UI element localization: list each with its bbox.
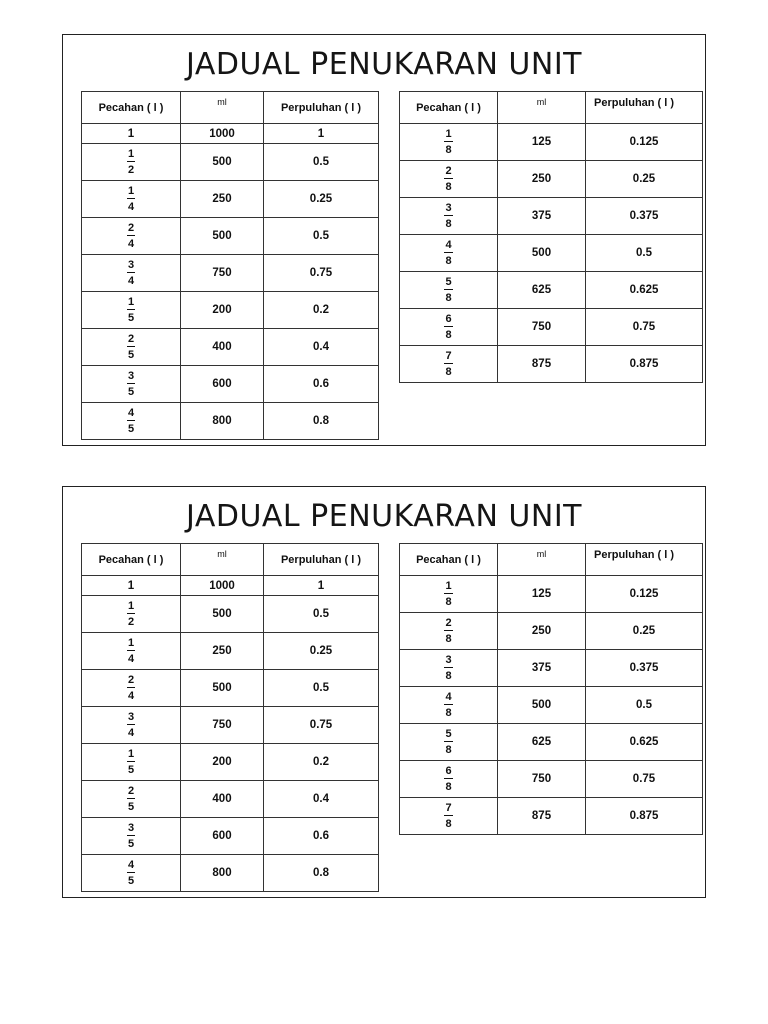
- numerator: 4: [445, 238, 452, 251]
- fraction: [127, 674, 135, 703]
- decimal-cell: 0.75: [586, 761, 703, 798]
- decimal-cell: 1: [264, 576, 379, 596]
- numerator: 3: [445, 653, 452, 666]
- ml-cell: 500: [181, 670, 264, 707]
- fraction-cell: [400, 161, 498, 198]
- decimal-cell: 0.25: [586, 161, 703, 198]
- fraction: [127, 407, 135, 436]
- fraction: [127, 748, 135, 777]
- numerator: 2: [445, 616, 452, 629]
- fraction: [444, 765, 452, 794]
- fraction: [127, 222, 135, 251]
- ml-cell: 625: [498, 724, 586, 761]
- decimal-cell: 0.5: [264, 670, 379, 707]
- header-ml: ml: [181, 544, 264, 576]
- fraction-cell: [400, 798, 498, 835]
- table-row: [400, 161, 703, 198]
- decimal-cell: 0.8: [264, 403, 379, 440]
- denominator: 5: [127, 800, 135, 813]
- ml-cell: 600: [181, 366, 264, 403]
- denominator: 8: [445, 291, 452, 304]
- numerator: 1: [445, 579, 452, 592]
- numerator: 2: [127, 673, 135, 686]
- denominator: 8: [445, 365, 452, 378]
- fraction-cell: [400, 650, 498, 687]
- fraction-cell: [400, 124, 498, 161]
- fraction-cell: [82, 366, 181, 403]
- header-fraction: Pecahan ( l ): [82, 544, 181, 576]
- table-row: [82, 144, 379, 181]
- right-conversion-table: [399, 543, 703, 835]
- card-title: JADUAL PENUKARAN UNIT: [186, 499, 582, 534]
- decimal-cell: 0.2: [264, 292, 379, 329]
- denominator: 8: [445, 217, 452, 230]
- ml-cell: 600: [181, 818, 264, 855]
- fraction-cell: [400, 613, 498, 650]
- fraction: [444, 617, 452, 646]
- table-row: [400, 576, 703, 613]
- decimal-cell: 0.4: [264, 781, 379, 818]
- table-row: [82, 744, 379, 781]
- denominator: 2: [127, 163, 135, 176]
- header-decimal: Perpuluhan ( l ): [586, 92, 703, 124]
- numerator: 2: [445, 164, 452, 177]
- fraction-cell: [82, 670, 181, 707]
- decimal-cell: 0.4: [264, 329, 379, 366]
- decimal-cell: 0.875: [586, 346, 703, 383]
- denominator: 5: [127, 837, 135, 850]
- ml-cell: 500: [181, 218, 264, 255]
- fraction-cell: [400, 687, 498, 724]
- table-row: [82, 366, 379, 403]
- table-row: [400, 687, 703, 724]
- header-ml: ml: [498, 92, 586, 124]
- numerator: 1: [127, 147, 135, 160]
- numerator: 1: [127, 747, 135, 760]
- denominator: 8: [445, 632, 452, 645]
- numerator: 3: [127, 710, 135, 723]
- right-conversion-table: [399, 91, 703, 383]
- table-row: [400, 124, 703, 161]
- fraction: [444, 202, 452, 231]
- denominator: 8: [445, 328, 452, 341]
- numerator: 3: [127, 258, 135, 271]
- table-row: [400, 613, 703, 650]
- fraction-cell: 1: [82, 124, 181, 144]
- numerator: 4: [127, 406, 135, 419]
- fraction: [127, 370, 135, 399]
- table-row: [82, 670, 379, 707]
- decimal-cell: 0.6: [264, 366, 379, 403]
- decimal-cell: 0.625: [586, 272, 703, 309]
- fraction-cell: [82, 855, 181, 892]
- ml-cell: 875: [498, 346, 586, 383]
- fraction-cell: [82, 181, 181, 218]
- denominator: 8: [445, 254, 452, 267]
- fraction: [127, 822, 135, 851]
- ml-cell: 500: [181, 596, 264, 633]
- ml-cell: 400: [181, 781, 264, 818]
- denominator: 4: [127, 200, 135, 213]
- denominator: 8: [445, 706, 452, 719]
- table-row: [82, 329, 379, 366]
- denominator: 4: [127, 726, 135, 739]
- fraction: [444, 691, 452, 720]
- header-decimal: Perpuluhan ( l ): [264, 92, 379, 124]
- numerator: 1: [127, 184, 135, 197]
- denominator: 5: [127, 385, 135, 398]
- fraction: [127, 296, 135, 325]
- denominator: 8: [445, 669, 452, 682]
- decimal-cell: 0.75: [586, 309, 703, 346]
- fraction-cell: [82, 596, 181, 633]
- table-row: [82, 181, 379, 218]
- fraction-cell: [82, 818, 181, 855]
- table-row: [400, 198, 703, 235]
- table-row: [82, 124, 379, 144]
- fraction-cell: [400, 198, 498, 235]
- ml-cell: 875: [498, 798, 586, 835]
- decimal-cell: 0.75: [264, 707, 379, 744]
- numerator: 2: [127, 332, 135, 345]
- fraction-cell: 1: [82, 576, 181, 596]
- decimal-cell: 0.125: [586, 124, 703, 161]
- numerator: 1: [127, 295, 135, 308]
- decimal-cell: 0.25: [586, 613, 703, 650]
- decimal-cell: 0.6: [264, 818, 379, 855]
- fraction: [127, 785, 135, 814]
- fraction-cell: [82, 781, 181, 818]
- fraction: [127, 185, 135, 214]
- numerator: 4: [445, 690, 452, 703]
- fraction-cell: [82, 707, 181, 744]
- decimal-cell: 0.2: [264, 744, 379, 781]
- fraction-cell: [82, 144, 181, 181]
- ml-cell: 125: [498, 576, 586, 613]
- fraction: [127, 148, 135, 177]
- ml-cell: 200: [181, 292, 264, 329]
- numerator: 5: [445, 727, 452, 740]
- ml-cell: 500: [181, 144, 264, 181]
- table-row: [82, 218, 379, 255]
- ml-cell: 125: [498, 124, 586, 161]
- denominator: 5: [127, 311, 135, 324]
- table-row: [82, 707, 379, 744]
- fraction: [444, 165, 452, 194]
- table-row: [82, 292, 379, 329]
- fraction-cell: [82, 292, 181, 329]
- ml-cell: 500: [498, 235, 586, 272]
- table-header-row: [400, 92, 703, 124]
- denominator: 2: [127, 615, 135, 628]
- denominator: 4: [127, 237, 135, 250]
- denominator: 4: [127, 274, 135, 287]
- header-ml: ml: [498, 544, 586, 576]
- numerator: 2: [127, 221, 135, 234]
- table-row: [400, 761, 703, 798]
- left-conversion-table: [81, 543, 379, 892]
- table-row: [400, 309, 703, 346]
- fraction-cell: [82, 255, 181, 292]
- table-row: [82, 403, 379, 440]
- fraction-cell: [400, 576, 498, 613]
- fraction: [127, 600, 135, 629]
- header-fraction: Pecahan ( l ): [400, 544, 498, 576]
- table-row: [82, 781, 379, 818]
- fraction: [444, 350, 452, 379]
- fraction: [444, 239, 452, 268]
- denominator: 8: [445, 817, 452, 830]
- ml-cell: 625: [498, 272, 586, 309]
- table-row: [82, 855, 379, 892]
- ml-cell: 250: [498, 613, 586, 650]
- ml-cell: 750: [181, 255, 264, 292]
- denominator: 5: [127, 874, 135, 887]
- fraction-cell: [400, 309, 498, 346]
- table-row: [82, 255, 379, 292]
- card-title: JADUAL PENUKARAN UNIT: [186, 47, 582, 82]
- table-header-row: [82, 92, 379, 124]
- fraction: [127, 859, 135, 888]
- fraction-cell: [400, 235, 498, 272]
- numerator: 7: [445, 801, 452, 814]
- decimal-cell: 0.75: [264, 255, 379, 292]
- fraction: [127, 333, 135, 362]
- ml-cell: 250: [181, 181, 264, 218]
- conversion-card-2: [62, 486, 706, 898]
- denominator: 5: [127, 348, 135, 361]
- numerator: 1: [127, 599, 135, 612]
- fraction: [127, 259, 135, 288]
- denominator: 8: [445, 180, 452, 193]
- decimal-cell: 0.375: [586, 650, 703, 687]
- ml-cell: 1000: [181, 124, 264, 144]
- ml-cell: 1000: [181, 576, 264, 596]
- fraction: [444, 276, 452, 305]
- fraction-cell: [82, 633, 181, 670]
- conversion-card-1: [62, 34, 706, 446]
- numerator: 6: [445, 312, 452, 325]
- ml-cell: 400: [181, 329, 264, 366]
- decimal-cell: 0.375: [586, 198, 703, 235]
- decimal-cell: 0.5: [264, 144, 379, 181]
- decimal-cell: 0.25: [264, 181, 379, 218]
- table-row: [400, 346, 703, 383]
- fraction-cell: [82, 403, 181, 440]
- decimal-cell: 0.5: [586, 235, 703, 272]
- decimal-cell: 0.8: [264, 855, 379, 892]
- denominator: 8: [445, 743, 452, 756]
- ml-cell: 375: [498, 198, 586, 235]
- table-row: [400, 650, 703, 687]
- decimal-cell: 1: [264, 124, 379, 144]
- fraction: [127, 711, 135, 740]
- fraction: [444, 802, 452, 831]
- decimal-cell: 0.5: [586, 687, 703, 724]
- ml-cell: 500: [498, 687, 586, 724]
- numerator: 3: [127, 369, 135, 382]
- fraction-cell: [82, 744, 181, 781]
- ml-cell: 375: [498, 650, 586, 687]
- header-decimal: Perpuluhan ( l ): [264, 544, 379, 576]
- ml-cell: 250: [498, 161, 586, 198]
- fraction: [444, 128, 452, 157]
- numerator: 1: [445, 127, 452, 140]
- fraction-cell: [400, 724, 498, 761]
- table-row: [400, 272, 703, 309]
- fraction-cell: [400, 272, 498, 309]
- numerator: 3: [445, 201, 452, 214]
- ml-cell: 800: [181, 855, 264, 892]
- table-row: [82, 576, 379, 596]
- numerator: 4: [127, 858, 135, 871]
- table-row: [82, 596, 379, 633]
- fraction: [127, 637, 135, 666]
- fraction: [444, 313, 452, 342]
- fraction: [444, 728, 452, 757]
- ml-cell: 750: [498, 761, 586, 798]
- numerator: 6: [445, 764, 452, 777]
- denominator: 5: [127, 422, 135, 435]
- decimal-cell: 0.625: [586, 724, 703, 761]
- denominator: 4: [127, 652, 135, 665]
- ml-cell: 750: [498, 309, 586, 346]
- numerator: 1: [127, 636, 135, 649]
- numerator: 7: [445, 349, 452, 362]
- table-row: [400, 724, 703, 761]
- table-row: [400, 235, 703, 272]
- fraction-cell: [400, 346, 498, 383]
- fraction: [444, 580, 452, 609]
- header-fraction: Pecahan ( l ): [400, 92, 498, 124]
- decimal-cell: 0.875: [586, 798, 703, 835]
- table-row: [82, 818, 379, 855]
- denominator: 8: [445, 595, 452, 608]
- header-decimal: Perpuluhan ( l ): [586, 544, 703, 576]
- denominator: 8: [445, 143, 452, 156]
- ml-cell: 250: [181, 633, 264, 670]
- denominator: 5: [127, 763, 135, 776]
- header-fraction: Pecahan ( l ): [82, 92, 181, 124]
- ml-cell: 200: [181, 744, 264, 781]
- ml-cell: 750: [181, 707, 264, 744]
- table-header-row: [82, 544, 379, 576]
- left-conversion-table: [81, 91, 379, 440]
- ml-cell: 800: [181, 403, 264, 440]
- fraction-cell: [82, 218, 181, 255]
- numerator: 5: [445, 275, 452, 288]
- table-header-row: [400, 544, 703, 576]
- fraction-cell: [400, 761, 498, 798]
- denominator: 4: [127, 689, 135, 702]
- numerator: 2: [127, 784, 135, 797]
- fraction-cell: [82, 329, 181, 366]
- decimal-cell: 0.5: [264, 596, 379, 633]
- decimal-cell: 0.25: [264, 633, 379, 670]
- decimal-cell: 0.125: [586, 576, 703, 613]
- table-row: [400, 798, 703, 835]
- denominator: 8: [445, 780, 452, 793]
- fraction: [444, 654, 452, 683]
- header-ml: ml: [181, 92, 264, 124]
- table-row: [82, 633, 379, 670]
- numerator: 3: [127, 821, 135, 834]
- decimal-cell: 0.5: [264, 218, 379, 255]
